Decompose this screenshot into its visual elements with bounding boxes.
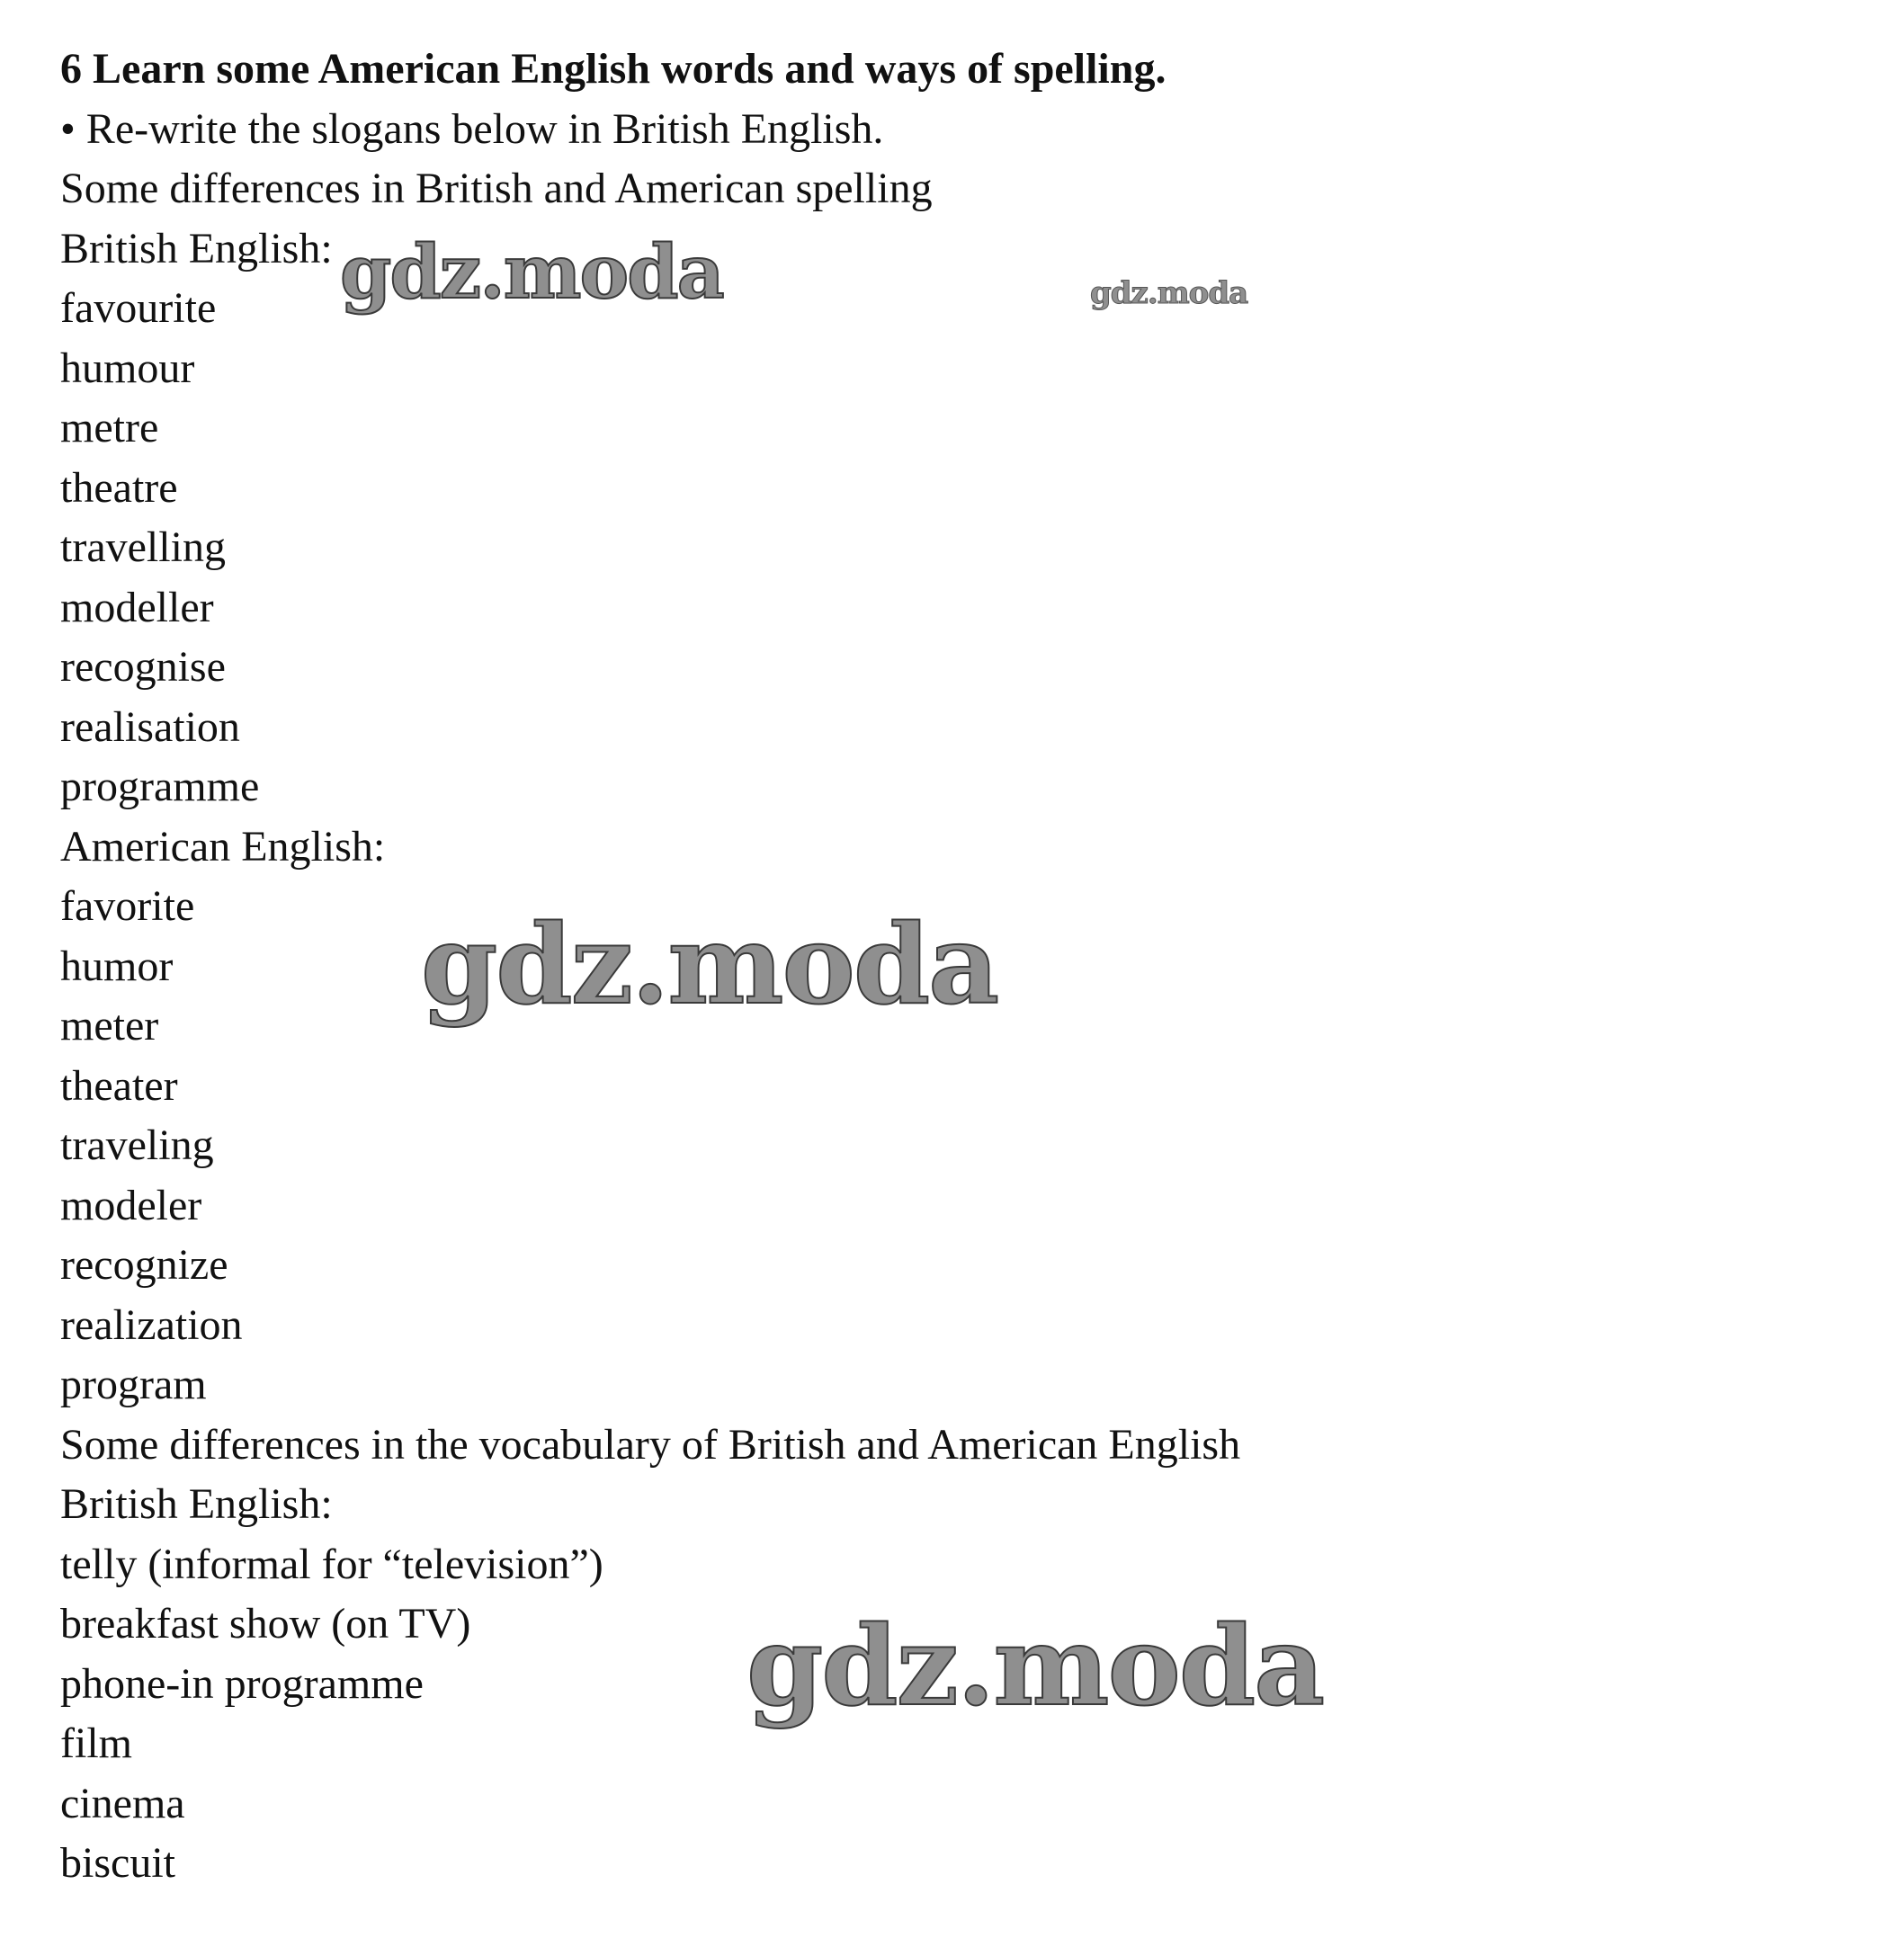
list-item: programme <box>60 763 260 810</box>
list-item: metre <box>60 404 159 451</box>
list-item: favourite <box>60 284 217 332</box>
list-item: modeler <box>60 1181 202 1229</box>
list-item: traveling <box>60 1121 214 1169</box>
list-item: breakfast show (on TV) <box>60 1600 471 1648</box>
list-item: telly (informal for “television”) <box>60 1540 603 1588</box>
list-item: program <box>60 1361 207 1408</box>
list-item: recognize <box>60 1241 228 1289</box>
list-item: theater <box>60 1061 178 1110</box>
list-item: theatre <box>60 463 178 512</box>
list-item: film <box>60 1719 132 1767</box>
exercise-instruction: • Re-write the slogans below in British English. <box>60 104 884 153</box>
list-item: favorite <box>60 882 195 930</box>
vocab-heading: Some differences in the vocabulary of British and American English <box>60 1420 1241 1469</box>
exercise-page <box>60 40 1859 1894</box>
exercise-title: 6 Learn some American English words and ways of spelling. <box>60 45 1167 93</box>
list-item: humor <box>60 942 174 990</box>
list-item: recognise <box>60 643 226 691</box>
list-item: travelling <box>60 523 226 571</box>
watermark: gdz.moda <box>340 229 723 316</box>
list-item: meter <box>60 1002 159 1049</box>
list-item: humour <box>60 344 195 392</box>
spelling-british-label: British English: <box>60 224 333 272</box>
watermark: gdz.moda <box>1090 275 1248 311</box>
list-item: cinema <box>60 1779 185 1827</box>
spelling-heading: Some differences in British and American spelling <box>60 165 933 212</box>
watermark: gdz.moda <box>746 1601 1324 1730</box>
vocab-british-label: British English: <box>60 1480 333 1528</box>
spelling-american-label: American English: <box>60 822 386 871</box>
list-item: phone-in programme <box>60 1659 424 1708</box>
list-item: realization <box>60 1300 243 1349</box>
list-item: realisation <box>60 702 240 751</box>
watermark: gdz.moda <box>421 899 998 1029</box>
list-item: modeller <box>60 583 214 631</box>
list-item: biscuit <box>60 1839 175 1887</box>
